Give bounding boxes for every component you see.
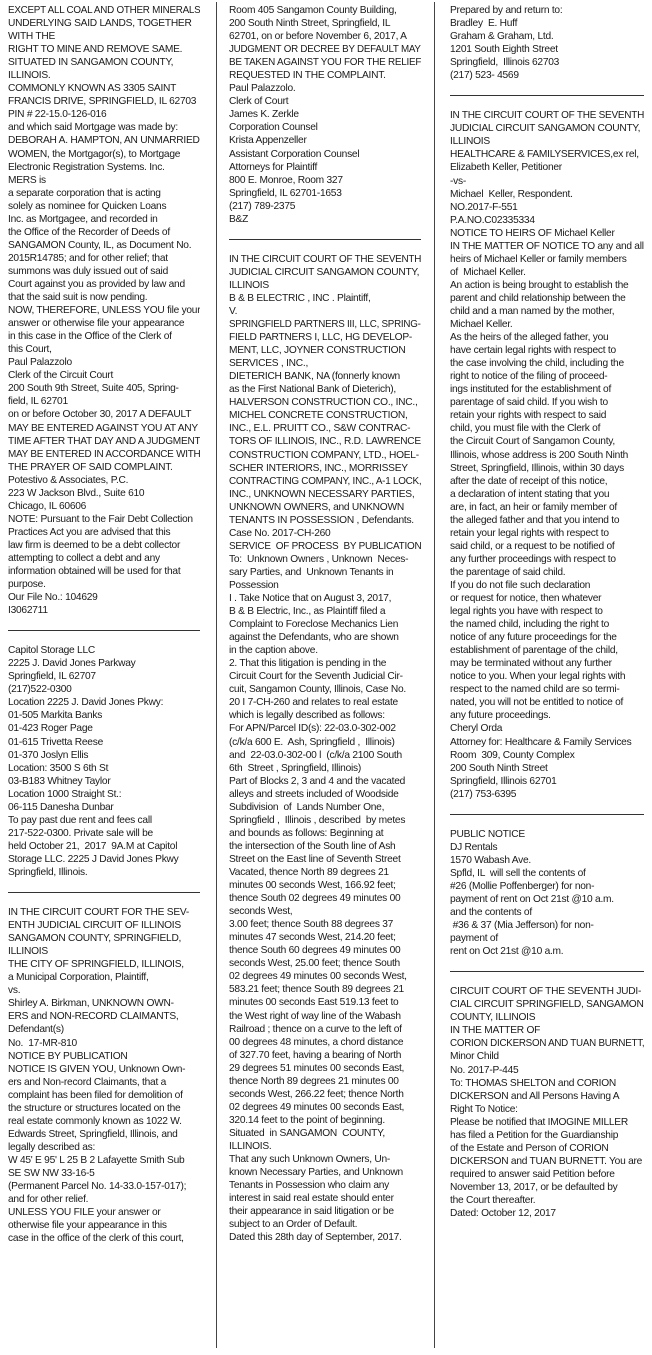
- notice-line: 583.21 feet; thence South 89 degrees 21: [229, 984, 404, 996]
- notice-line: Right To Notice:: [450, 1103, 518, 1115]
- notice-line: 01-615 Trivetta Reese: [8, 736, 103, 748]
- notice-line: Chicago, IL 60606: [8, 500, 87, 512]
- notice-line: 6th Street , Springfield, Illinois): [229, 762, 361, 774]
- notice-line: #36 & 37 (Mia Jefferson) for non-: [450, 920, 594, 932]
- notice-line: otherwise file your appearance in this: [8, 1220, 167, 1232]
- notice-line: To pay past due rent and fees call: [8, 814, 152, 826]
- notice-line: have certain legal rights with respect to: [450, 345, 616, 357]
- notice-line: solely as nominee for Quicken Loans: [8, 200, 167, 212]
- notice-line: field, IL 62701: [8, 396, 68, 408]
- notice-line: required to answer said Petition before: [450, 1168, 615, 1180]
- notice-line: FIELD PARTNERS I, LLC, HG DEVELOP-: [229, 332, 413, 344]
- notice-line: after the date of receipt of this notice,: [450, 475, 608, 487]
- notice-line: a declaration of intent stating that you: [450, 488, 610, 500]
- notice-line: WITH THE: [8, 31, 56, 43]
- notice-line: Springfield, IL 62701-1653: [229, 187, 342, 199]
- notice-line: COUNTY, ILLINOIS: [450, 1012, 536, 1024]
- notice-line: (217)522-0300: [8, 684, 72, 696]
- notice-line: Defendant(s): [8, 1024, 64, 1036]
- notice-line: ILLINOIS: [229, 279, 269, 291]
- notice-line: To: Unknown Owners , Unknown Neces-: [229, 553, 409, 565]
- notice-line: B & B Electric, Inc., as Plaintiff filed a: [229, 606, 386, 618]
- legal-notice: [450, 985, 644, 1220]
- notice-line: any future proceedings.: [450, 710, 551, 722]
- notice-line: 1570 Wabash Ave.: [450, 854, 531, 866]
- notice-line: B & B ELECTRIC , INC . Plaintiff,: [229, 292, 371, 304]
- notice-line: -vs-: [450, 175, 466, 187]
- notice-line: held October 21, 2017 9A.M at Capitol: [8, 840, 178, 852]
- notice-line: Vacated, thence North 89 degrees 21: [229, 867, 389, 878]
- notice-line: Room 309, County Complex: [450, 749, 575, 761]
- notice-line: parentage of said child. If you wish to: [450, 397, 608, 409]
- notice-line: JUDICIAL CIRCUIT SANGAMON COUNTY,: [229, 266, 420, 278]
- notice-line: of the Estate and Person of CORION: [450, 1142, 609, 1154]
- notice-line: Clerk of the Circuit Court: [8, 370, 114, 382]
- notice-line: I . Take Notice that on August 3, 2017,: [229, 593, 392, 605]
- notice-line: Paul Palazzolo.: [229, 83, 296, 95]
- notice-line: and which said Mortgage was made by:: [8, 122, 178, 134]
- notice-line: CIRCUIT COURT OF THE SEVENTH JUDI-: [450, 986, 642, 998]
- column-2: [229, 4, 421, 1349]
- notice-line: sary Parties, and Unknown Tenants in: [229, 566, 394, 578]
- notice-line: Attorney for: Healthcare & Family Services: [450, 736, 632, 748]
- notice-line: Potestivo & Associates, P.C.: [8, 474, 129, 486]
- notice-line: Graham & Graham, Ltd.: [450, 31, 554, 43]
- notice-line: right to notice of the filing of proceed-: [450, 371, 608, 383]
- notice-line: thence South 60 degrees 49 minutes 00: [229, 945, 401, 957]
- notice-line: HEALTHCARE & FAMILYSERVICES,ex rel,: [450, 149, 639, 161]
- notice-line: 2015R14785; and for other relief; that: [8, 252, 168, 264]
- notice-line: 200 South 9th Street, Suite 405, Spring-: [8, 383, 179, 395]
- notice-separator: [229, 239, 421, 240]
- notice-line: in this case in the Office of the Clerk of: [8, 331, 172, 343]
- notice-line: 217-522-0300. Private sale will be: [8, 827, 153, 839]
- notice-line: (217) 789-2375: [229, 200, 296, 212]
- notice-line: on or before October 30, 2017 A DEFAULT: [8, 409, 192, 421]
- notice-line: payment of rent on Oct 21st @10 a.m.: [450, 894, 614, 905]
- notice-line: 02 degrees 49 minutes 00 seconds West,: [229, 971, 407, 983]
- notice-line: Possession: [229, 579, 279, 591]
- notice-line: a Municipal Corporation, Plaintiff,: [8, 972, 149, 984]
- notice-line: JUDICIAL CIRCUIT SANGAMON COUNTY,: [450, 123, 641, 135]
- notice-line: real estate commonly known as 1022 W.: [8, 1115, 182, 1127]
- notice-line: alleys and streets included of Woodside: [229, 788, 399, 800]
- notice-line: complaint has been filed for demolition of: [8, 1089, 183, 1101]
- notice-line: SANGAMON County, IL, as Document No.: [8, 239, 192, 251]
- notice-line: Electronic Registration Systems. Inc.: [8, 161, 165, 173]
- notice-line: Dated this 28th day of September, 2017.: [229, 1232, 402, 1244]
- notice-line: of 327.70 feet, having a bearing of North: [229, 1049, 402, 1061]
- notice-line: Minor Child: [450, 1051, 499, 1063]
- notice-line: legally described as:: [8, 1141, 96, 1153]
- notice-line: child and a man named by the mother,: [450, 305, 615, 317]
- notice-line: FRANCIS DRIVE, SPRINGFIELD, IL 62703: [8, 96, 197, 108]
- notice-line: 3.00 feet; thence South 88 degrees 37: [229, 919, 394, 931]
- notice-line: CIAL CIRCUIT SPRINGFIELD, SANGAMON: [450, 999, 644, 1011]
- notice-line: SITUATED IN SANGAMON COUNTY,: [8, 57, 174, 69]
- notice-line: which is legally described as follows:: [229, 710, 385, 722]
- notice-line: DJ Rentals: [450, 841, 498, 853]
- notice-line: IN THE MATTER OF NOTICE TO any and all: [450, 240, 644, 252]
- notice-line: Bradley E. Huff: [450, 18, 518, 30]
- notice-line: the parentage of said child.: [450, 566, 566, 578]
- notice-line: INC., E.L. PRUITT CO., S&W CONTRAC-: [229, 423, 411, 435]
- notice-line: Paul Palazzolo: [8, 357, 72, 369]
- notice-line: (c/k/a 600 E. Ash, Springfield , Illinois): [229, 736, 395, 748]
- legal-notice: [450, 828, 644, 958]
- notice-line: THE PRAYER OF SAID COMPLAINT.: [8, 461, 173, 473]
- notice-line: respect to the named child are so termi-: [450, 684, 620, 696]
- notice-line: Circuit Court for the Seventh Judicial Cir-: [229, 671, 403, 683]
- notice-line: DEBORAH A. HAMPTON, AN UNMARRIED: [8, 135, 200, 147]
- notice-line: SANGAMON COUNTY, SPRINGFIELD,: [8, 933, 182, 945]
- notice-line: ILLINOIS.: [8, 70, 51, 82]
- notice-line: IN THE CIRCUIT COURT OF THE SEVENTH: [450, 110, 644, 122]
- notice-line: answer or otherwise file your appearance: [8, 318, 185, 330]
- notice-line: 2225 J. David Jones Parkway: [8, 658, 136, 670]
- notice-line: 1201 South Eighth Street: [450, 44, 558, 56]
- notice-line: SERVICES , INC.,: [229, 358, 309, 370]
- notice-line: CONTRACTING COMPANY, INC., A-1 LOCK,: [229, 475, 421, 487]
- notice-line: SPRINGFIELD PARTNERS III, LLC, SPRING-: [229, 319, 421, 331]
- notice-line: minutes 00 seconds East 519.13 feet to: [229, 997, 399, 1009]
- notice-separator: [450, 971, 644, 972]
- notice-line: IN THE MATTER OF: [450, 1025, 541, 1037]
- notice-line: notice to you. When your legal rights with: [450, 671, 626, 683]
- notice-line: SCHER INTERIORS, INC., MORRISSEY: [229, 462, 408, 474]
- legal-notice: [8, 906, 200, 1245]
- notice-line: 2. That this litigation is pending in the: [229, 658, 387, 670]
- notice-line: ILLINOIS: [450, 136, 490, 148]
- notice-line: (Permanent Parcel No. 14-33.0-157-017);: [8, 1181, 187, 1193]
- notice-line: the Circuit Court of Sangamon County,: [450, 436, 615, 448]
- notice-line: Assistant Corporation Counsel: [229, 148, 360, 160]
- notice-line: and for other relief.: [8, 1194, 89, 1206]
- notice-line: NOTE: Pursuant to the Fair Debt Collection: [8, 513, 193, 525]
- notice-line: and bounds as follows: Beginning at: [229, 827, 384, 839]
- notice-line: ers and Non-record Claimants, that a: [8, 1076, 167, 1088]
- notice-line: interest in said real estate should enter: [229, 1193, 394, 1205]
- notice-line: their appearance in said litigation or be: [229, 1206, 394, 1218]
- notice-line: seconds West,: [229, 906, 293, 918]
- notice-line: W 45' E 95' L 25 B 2 Lafayette Smith Sub: [8, 1154, 185, 1166]
- notice-line: heirs of Michael Keller or family members: [450, 253, 627, 265]
- legal-notice: [450, 109, 644, 800]
- notice-line: 200 South Ninth Street: [450, 762, 548, 774]
- notice-line: UNLESS YOU FILE your answer or: [8, 1207, 161, 1219]
- notice-line: vs.: [8, 985, 21, 997]
- notice-line: Please be notified that IMOGINE MILLER: [450, 1116, 628, 1128]
- notice-line: Springfield, IL 62707: [8, 671, 96, 683]
- notice-line: information obtained will be used for that: [8, 566, 181, 578]
- notice-line: Elizabeth Keller, Petitioner: [450, 162, 562, 174]
- notice-line: MAY BE ENTERED AGAINST YOU AT ANY: [8, 422, 198, 434]
- legal-notice: [8, 4, 200, 617]
- notice-line: of Michael Keller.: [450, 266, 526, 278]
- notice-line: V.: [229, 305, 238, 317]
- notice-line: INC., UNKNOWN NECESSARY PARTIES,: [229, 488, 415, 500]
- notice-line: the alleged father and that you intend to: [450, 514, 620, 526]
- notice-line: and the contents of: [450, 907, 532, 919]
- notice-line: in the caption above.: [229, 645, 318, 657]
- notice-line: MAY BE ENTERED IN ACCORDANCE WITH: [8, 448, 200, 460]
- notice-line: legal rights you have with respect to: [450, 606, 603, 618]
- notice-line: MICHEL CONCRETE CONSTRUCTION,: [229, 410, 408, 422]
- notice-line: Case No. 2017-CH-260: [229, 527, 331, 539]
- notice-line: Krista Appenzeller: [229, 135, 307, 147]
- notice-line: DICKERSON and All Persons Having A: [450, 1090, 620, 1102]
- notice-line: notice of any future proceedings for the: [450, 632, 617, 644]
- notice-line: MERS is: [8, 174, 46, 186]
- notice-line: nated, you will not be entitled to notice of: [450, 697, 624, 709]
- notice-line: Complaint to Foreclose Mechanics Lien: [229, 619, 399, 631]
- notice-line: or request for notice, then whatever: [450, 593, 602, 605]
- notice-line: and 22-03.0-302-00 l (c/k/a 2100 South: [229, 749, 402, 761]
- notice-line: IN THE CIRCUIT COURT OF THE SEVENTH: [229, 253, 421, 265]
- notice-line: 01-423 Roger Page: [8, 723, 93, 735]
- notice-separator: [450, 814, 644, 815]
- notice-line: law firm is deemed to be a debt collector: [8, 539, 181, 551]
- notice-line: THE CITY OF SPRINGFIELD, ILLINOIS,: [8, 959, 184, 971]
- notice-line: An action is being brought to establish the: [450, 279, 629, 291]
- notice-line: EXCEPT ALL COAL AND OTHER MINERALS: [8, 5, 200, 16]
- notice-line: RIGHT TO MINE AND REMOVE SAME.: [8, 44, 183, 56]
- notice-line: the West right of way line of the Wabash: [229, 1010, 401, 1022]
- notice-separator: [8, 630, 200, 631]
- notice-line: 01-370 Joslyn Ellis: [8, 749, 89, 761]
- notice-line: 223 W Jackson Blvd., Suite 610: [8, 487, 145, 499]
- notice-line: No. 2017-P-445: [450, 1064, 519, 1076]
- notice-line: HALVERSON CONSTRUCTION CO., INC.,: [229, 397, 418, 409]
- notice-line: thence North 89 degrees 21 minutes 00: [229, 1075, 399, 1087]
- notice-line: (217) 523- 4569: [450, 70, 519, 82]
- notice-line: ILLINOIS.: [229, 1140, 272, 1152]
- notice-line: ILLINOIS: [8, 946, 48, 958]
- notice-line: (217) 753-6395: [450, 788, 517, 800]
- notice-line: NOTICE BY PUBLICATION: [8, 1050, 128, 1062]
- notice-line: the case involving the child, including the: [450, 358, 624, 370]
- legal-notice: [229, 4, 421, 226]
- notice-line: summons was duly issued out of said: [8, 265, 168, 277]
- notice-line: CORION DICKERSON AND TUAN BURNETT,: [450, 1038, 644, 1050]
- notice-line: Our File No.: 104629: [8, 592, 98, 604]
- notice-line: No. 17-MR-810: [8, 1037, 77, 1049]
- notice-line: the named child, including the right to: [450, 619, 610, 631]
- notice-line: Situated in SANGAMON COUNTY,: [229, 1127, 385, 1139]
- notice-line: Attorneys for Plaintiff: [229, 161, 318, 173]
- notice-line: against the Defendants, who are shown: [229, 632, 399, 644]
- notice-line: BE TAKEN AGAINST YOU FOR THE RELIEF: [229, 57, 421, 69]
- notice-line: DIETERICH BANK, NA (fonnerly known: [229, 371, 400, 383]
- notice-line: ings instituted for the establishment of: [450, 384, 612, 396]
- notice-line: Michael Keller.: [450, 319, 513, 331]
- notice-line: Location 1000 Straight St.:: [8, 788, 122, 800]
- notice-line: NOW, THEREFORE, UNLESS YOU file your: [8, 305, 200, 317]
- notice-line: TIME AFTER THAT DAY AND A JUDGMENT: [8, 435, 200, 447]
- notice-line: has filed a Petition for the Guardianship: [450, 1129, 619, 1141]
- notice-line: B&Z: [229, 213, 249, 225]
- notice-line: known Necessary Parties, and Unknown: [229, 1167, 403, 1179]
- notice-line: IN THE CIRCUIT COURT FOR THE SEV-: [8, 907, 189, 919]
- notice-line: Part of Blocks 2, 3 and 4 and the vacated: [229, 775, 406, 787]
- notice-line: That any such Unknown Owners, Un-: [229, 1154, 391, 1166]
- notice-line: Location 2225 J. David Jones Pkwy:: [8, 697, 164, 709]
- notice-line: parent and child relationship between the: [450, 292, 626, 304]
- notice-line: To: THOMAS SHELTON and CORION: [450, 1077, 616, 1089]
- notice-line: Michael Keller, Respondent.: [450, 188, 573, 200]
- notice-line: child, you must file with the Clerk of: [450, 423, 601, 435]
- notice-line: Clerk of Court: [229, 96, 289, 108]
- notice-line: JUDGMENT OR DECREE BY DEFAULT MAY: [229, 44, 421, 56]
- notice-line: rent on Oct 21st @10 a.m.: [450, 946, 564, 958]
- notice-line: 00 degrees 48 minutes, a chord distance: [229, 1036, 404, 1048]
- notice-separator: [450, 95, 644, 96]
- notice-line: 29 degrees 51 minutes 00 seconds East,: [229, 1062, 405, 1074]
- notice-line: James K. Zerkle: [229, 109, 299, 121]
- notice-line: establishment of parentage of the child,: [450, 645, 618, 657]
- notice-line: DICKERSON and TUAN BURNETT. You are: [450, 1155, 643, 1167]
- notice-line: Subdivision of Lands Number One,: [229, 801, 385, 813]
- notice-line: SE SW NW 33-16-5: [8, 1167, 95, 1179]
- notice-line: CONSTRUCTION COMPANY, LTD., HOEL-: [229, 449, 419, 461]
- notice-line: payment of: [450, 933, 498, 945]
- notice-line: 800 E. Monroe, Room 327: [229, 174, 343, 186]
- notice-line: that the said suit is now pending.: [8, 292, 148, 304]
- notice-line: TORS OF ILLINOIS, INC., R.D. LAWRENCE: [229, 436, 421, 448]
- notice-line: 06-115 Danesha Dunbar: [8, 801, 114, 813]
- notice-line: SERVICE OF PROCESS BY PUBLICATION: [229, 540, 421, 552]
- notice-line: thence South 02 degrees 49 minutes 00: [229, 893, 401, 905]
- notice-line: UNDERLYING SAID LANDS, TOGETHER: [8, 18, 192, 30]
- notice-line: Room 405 Sangamon County Building,: [229, 5, 397, 16]
- notice-line: Capitol Storage LLC: [8, 645, 95, 657]
- notice-line: As the heirs of the alleged father, you: [450, 332, 609, 344]
- legal-notice: [8, 644, 200, 879]
- notice-line: Railroad ; thence on a curve to the left of: [229, 1023, 402, 1035]
- column-1: [8, 4, 200, 1349]
- notice-line: Springfield, Illinois 62703: [450, 57, 560, 69]
- notice-line: seconds West, 266.22 feet; thence North: [229, 1088, 404, 1100]
- notice-line: Court against you as provided by law and: [8, 278, 185, 290]
- notice-line: the structure or structures located on the: [8, 1102, 181, 1114]
- notice-line: 200 South Ninth Street, Springfield, IL: [229, 18, 391, 30]
- notice-line: 20 I 7-CH-260 and relates to real estate: [229, 697, 398, 709]
- column-divider: [434, 2, 435, 1348]
- column-3: [450, 4, 644, 1349]
- notice-line: UNKNOWN OWNERS, and UNKNOWN: [229, 501, 404, 513]
- notice-line: Street, Springfield, Illinois, within 30 days: [450, 462, 624, 474]
- notice-line: are, in fact, an heir or family member of: [450, 501, 617, 513]
- notice-line: #26 (Mollie Poffenberger) for non-: [450, 880, 595, 892]
- notice-line: P.A.NO.C02335334: [450, 214, 535, 226]
- notice-line: retain your rights with respect to said: [450, 410, 607, 422]
- notice-separator: [8, 892, 200, 893]
- notice-line: any further proceedings with respect to: [450, 553, 616, 565]
- notice-line: minutes 47 seconds West, 214.20 feet;: [229, 932, 396, 944]
- notice-line: 02 degrees 49 minutes 00 seconds East,: [229, 1101, 405, 1113]
- notice-line: the intersection of the South line of Ash: [229, 840, 396, 852]
- notice-line: Illinois, whose address is 200 South Ninth: [450, 449, 629, 461]
- legal-notice: [229, 253, 421, 1245]
- notice-line: Springfield, Illinois.: [8, 867, 88, 878]
- notice-line: WOMEN, the Mortgagor(s), to Mortgage: [8, 148, 181, 160]
- notice-line: Location: 3500 S 6th St: [8, 762, 109, 774]
- notice-line: If you do not file such declaration: [450, 579, 591, 591]
- notice-line: subject to an Order of Default.: [229, 1219, 358, 1231]
- notice-line: REQUESTED IN THE COMPLAINT.: [229, 70, 386, 82]
- notice-line: the Office of the Recorder of Deeds of: [8, 226, 170, 238]
- notice-line: I3062711: [8, 605, 48, 617]
- notice-line: For APN/Parcel ID(s): 22-03.0-302-002: [229, 723, 396, 735]
- notice-line: MENT, LLC, JOYNER CONSTRUCTION: [229, 345, 406, 357]
- notice-line: Edwards Street, Springfield, Illinois, and: [8, 1128, 178, 1140]
- notice-line: purpose.: [8, 579, 46, 591]
- notice-line: 01-505 Markita Banks: [8, 710, 103, 722]
- notice-line: PUBLIC NOTICE: [450, 828, 525, 840]
- notice-line: Street on the East line of Seventh Street: [229, 853, 401, 865]
- notice-line: 62701, on or before November 6, 2017, A: [229, 31, 407, 43]
- notice-line: as the First National Bank of Dieterich),: [229, 384, 396, 396]
- notice-line: Spfld, IL will sell the contents of: [450, 867, 586, 879]
- notice-line: may be terminated without any further: [450, 658, 612, 670]
- notice-line: Inc. as Mortgagee, and recorded in: [8, 213, 158, 225]
- notice-line: seconds West, 25.00 feet; thence South: [229, 958, 400, 970]
- notice-line: NOTICE IS GIVEN YOU, Unknown Own-: [8, 1063, 186, 1075]
- notice-line: retain your legal rights with respect to: [450, 527, 609, 539]
- notice-line: November 13, 2017, or be defaulted by: [450, 1181, 618, 1193]
- notice-line: ENTH JUDICIAL CIRCUIT OF ILLINOIS: [8, 920, 181, 932]
- notice-line: case in the office of the clerk of this court,: [8, 1233, 184, 1245]
- notice-line: Prepared by and return to:: [450, 5, 563, 16]
- notice-line: Practices Act you are advised that this: [8, 526, 171, 538]
- notice-line: PIN # 22-15.0-126-016: [8, 109, 107, 121]
- notice-line: NO.2017-F-551: [450, 201, 518, 213]
- notice-line: minutes 00 seconds West, 166.92 feet;: [229, 880, 396, 892]
- notice-line: TENANTS IN POSSESSION , Defendants.: [229, 514, 414, 526]
- notice-line: Springfield , Illinois , described by metes: [229, 814, 406, 826]
- legal-notice: [450, 4, 644, 82]
- notice-line: attempting to collect a debt and any: [8, 552, 160, 564]
- notice-line: Corporation Counsel: [229, 122, 318, 134]
- notice-line: Dated: October 12, 2017: [450, 1208, 556, 1220]
- notice-line: 03-B183 Whitney Taylor: [8, 775, 111, 787]
- notice-line: ERS and NON-RECORD CLAIMANTS,: [8, 1011, 179, 1023]
- notice-line: Shirley A. Birkman, UNKNOWN OWN-: [8, 998, 174, 1010]
- notice-line: NOTICE TO HEIRS OF Michael Keller: [450, 227, 615, 239]
- notice-line: COMMONLY KNOWN AS 3305 SAINT: [8, 83, 177, 95]
- notice-line: 320.14 feet to the point of beginning.: [229, 1114, 385, 1126]
- notice-line: cuit, Sangamon County, Illinois, Case No.: [229, 684, 406, 696]
- notice-line: a separate corporation that is acting: [8, 187, 161, 199]
- notice-line: Springfield, Illinois 62701: [450, 775, 557, 787]
- notice-line: the Court thereafter.: [450, 1194, 536, 1206]
- notice-line: said child, or a request to be notified of: [450, 540, 615, 552]
- notice-line: Tenants in Possession who claim any: [229, 1180, 389, 1192]
- column-divider: [216, 2, 217, 1348]
- notice-line: Cheryl Orda: [450, 723, 503, 735]
- notice-line: this Court,: [8, 344, 52, 356]
- notice-line: Storage LLC. 2225 J David Jones Pkwy: [8, 853, 179, 865]
